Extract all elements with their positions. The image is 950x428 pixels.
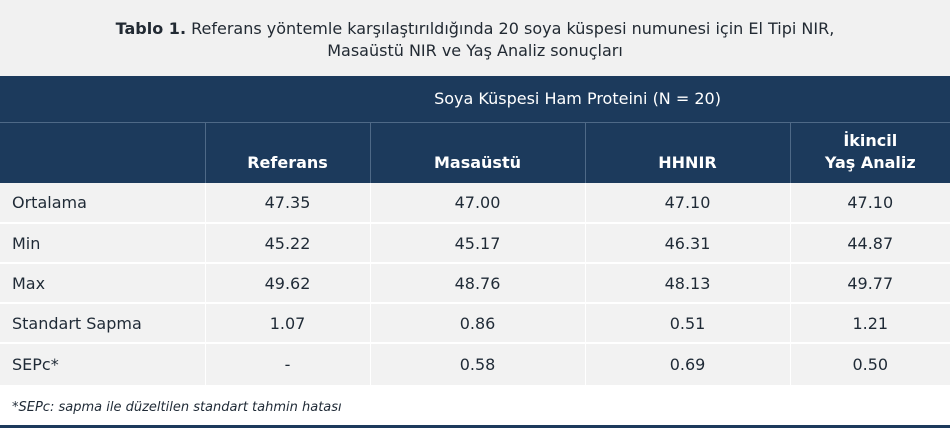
row-label: Ortalama [0,183,205,223]
table-row [0,263,950,303]
table-row [0,223,950,263]
caption-text-1: Referans yöntemle karşılaştırıldığında 20 soya küspesi numunesi için El Tipi NIR, [186,19,835,38]
group-header-row [0,76,950,122]
column-header-row [0,122,950,183]
table-cell: 0.58 [370,343,585,385]
caption-label: Tablo 1. [115,19,187,38]
group-header-spacer [0,76,205,122]
table-row [0,183,950,223]
table-cell: - [205,343,370,385]
table-cell: 49.62 [205,263,370,303]
results-table [0,76,950,385]
table-footnote: *SEPc: sapma ile düzeltilen standart tahmin hatası [12,400,342,415]
table-cell: 48.76 [370,263,585,303]
table-cell: 47.10 [790,183,950,223]
table-cell: 45.22 [205,223,370,263]
column-header-masaustu: Masaüstü [370,122,585,183]
group-header: Soya Küspesi Ham Proteini (N = 20) [205,76,950,122]
table-cell: 47.00 [370,183,585,223]
table-cell: 44.87 [790,223,950,263]
table-cell: 45.17 [370,223,585,263]
table-cell: 1.07 [205,303,370,343]
table-caption [0,0,950,76]
table-cell: 48.13 [585,263,790,303]
table-cell: 46.31 [585,223,790,263]
table-row [0,343,950,385]
row-label: Standart Sapma [0,303,205,343]
row-label: Min [0,223,205,263]
table-cell: 49.77 [790,263,950,303]
table-cell: 1.21 [790,303,950,343]
column-header-yas-analiz [790,122,950,183]
column-header-empty [0,122,205,183]
row-label: Max [0,263,205,303]
column-header-hhnir: HHNIR [585,122,790,183]
table-cell: 0.69 [585,343,790,385]
table-cell: 47.35 [205,183,370,223]
table-cell: 0.86 [370,303,585,343]
column-header-yas-analiz-line1: İkincil [843,131,898,150]
table-cell: 47.10 [585,183,790,223]
row-label: SEPc* [0,343,205,385]
column-header-referans: Referans [205,122,370,183]
table-row [0,303,950,343]
caption-line-2: Masaüstü NIR ve Yaş Analiz sonuçları [327,41,623,60]
caption-line-1 [0,18,950,40]
table-cell: 0.51 [585,303,790,343]
column-header-yas-analiz-line2: Yaş Analiz [824,153,916,172]
table-cell: 0.50 [790,343,950,385]
